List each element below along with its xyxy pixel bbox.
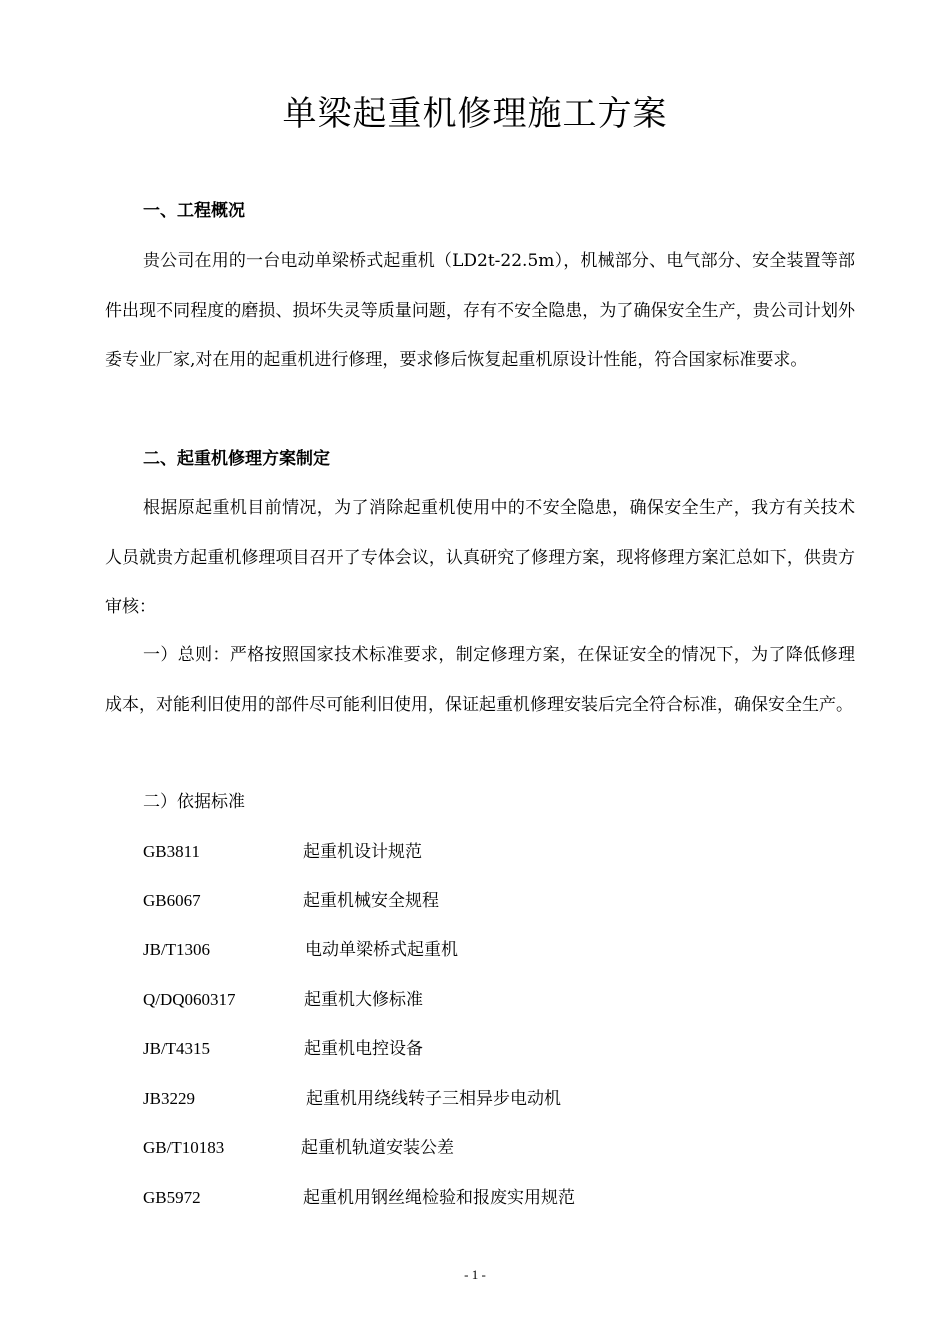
section-heading-overview: 一、工程概况 xyxy=(143,201,245,221)
general-principle-paragraph: 一）总则：严格按照国家技术标准要求，制定修理方案，在保证安全的情况下，为了降低修理成本，对能利旧使用的部件尽可能利旧使用，保证起重机修理安装后完全符合标准，确保安全生产。 xyxy=(105,645,855,715)
standard-code: GB6067 xyxy=(143,891,201,910)
standard-name: 起重机械安全规程 xyxy=(303,891,439,911)
standard-code: Q/DQ060317 xyxy=(143,990,236,1009)
plan-paragraph: 根据原起重机目前情况，为了消除起重机使用中的不安全隐患，确保安全生产，我方有关技术人员就贵方起重机修理项目召开了专体会议，认真研究了修理方案，现将修理方案汇总如下，供贵方审核： xyxy=(105,498,855,617)
standard-name: 起重机轨道安装公差 xyxy=(301,1138,454,1158)
standard-name: 起重机电控设备 xyxy=(304,1039,423,1059)
basis-heading: 二）依据标准 xyxy=(143,792,245,812)
standard-code: JB/T4315 xyxy=(143,1039,211,1058)
document-title: 单梁起重机修理施工方案 xyxy=(282,94,668,134)
page-number: - 1 - xyxy=(464,1267,486,1282)
standard-name: 起重机用绕线转子三相异步电动机 xyxy=(306,1089,561,1109)
standard-name: 起重机用钢丝绳检验和报废实用规范 xyxy=(303,1188,575,1208)
section-heading-plan: 二、起重机修理方案制定 xyxy=(143,449,330,469)
standard-row xyxy=(143,1037,743,1061)
standard-code: GB/T10183 xyxy=(143,1138,225,1157)
standard-name: 起重机设计规范 xyxy=(303,842,422,862)
standard-row xyxy=(143,1136,743,1160)
standard-name: 电动单梁桥式起重机 xyxy=(305,940,458,960)
standard-row xyxy=(143,938,743,962)
standard-name: 起重机大修标准 xyxy=(304,990,423,1010)
standard-row xyxy=(143,889,743,913)
standard-code: GB5972 xyxy=(143,1188,201,1207)
standard-code: GB3811 xyxy=(143,842,200,861)
standard-row xyxy=(143,1186,743,1210)
standard-row xyxy=(143,988,743,1012)
standard-code: JB/T1306 xyxy=(143,940,211,959)
standard-code: JB3229 xyxy=(143,1089,195,1108)
standard-row xyxy=(143,1087,743,1111)
standard-row xyxy=(143,840,743,864)
overview-paragraph: 贵公司在用的一台电动单梁桥式起重机（LD2t-22.5m），机械部分、电气部分、安全装置等部件出现不同程度的磨损、损坏失灵等质量问题，存有不安全隐患，为了确保安全生产，贵公司计划外委专业厂家,对在用的起重机进行修理，要求修后恢复起重机原设计性能，符合国家标准要求。 xyxy=(105,251,855,370)
